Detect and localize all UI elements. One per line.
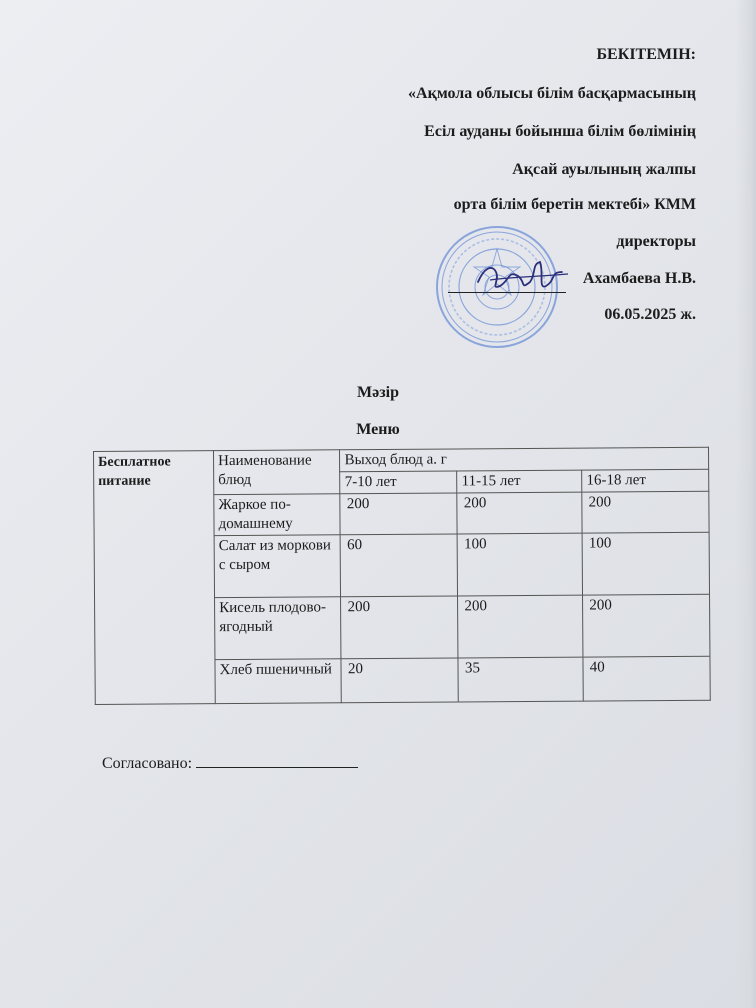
age-group-cell: 11-15 лет — [457, 470, 582, 493]
value-cell: 100 — [458, 533, 583, 596]
value-cell: 200 — [582, 491, 709, 533]
value-cell: 35 — [458, 657, 583, 702]
value-cell: 200 — [340, 493, 457, 535]
approval-line-5: директоры — [616, 233, 696, 250]
value-cell: 100 — [582, 532, 709, 595]
title-russian: Меню — [356, 421, 400, 438]
agreed-signature-blank — [196, 752, 358, 768]
dish-header-cell: Наименование блюд — [214, 450, 341, 495]
value-cell: 40 — [583, 656, 710, 701]
director-signature — [470, 250, 580, 310]
approval-line-1: «Ақмола облысы білім басқармасының — [408, 85, 696, 102]
approval-line-3: Ақсай ауылының жалпы — [512, 161, 696, 178]
value-cell: 200 — [583, 594, 710, 657]
approval-heading: БЕКІТЕМІН: — [596, 46, 696, 63]
yield-header-cell: Выход блюд а. г — [340, 447, 709, 472]
approval-line-4: орта білім беретін мектебі» КММ — [453, 196, 696, 213]
dish-name-cell: Хлеб пшеничный — [215, 659, 342, 704]
value-cell: 200 — [457, 492, 582, 534]
age-group-cell: 16-18 лет — [582, 469, 709, 492]
age-group-cell: 7-10 лет — [340, 471, 457, 494]
approval-line-2: Есіл ауданы бойынша білім бөлімінің — [424, 123, 696, 140]
page-edge-shadow — [736, 0, 756, 1008]
director-name: Ахамбаева Н.В. — [582, 270, 696, 287]
dish-name-cell: Жаркое по-домашнему — [214, 494, 341, 536]
group-label-cell: Бесплатное питание — [94, 451, 216, 705]
agreed-label: Согласовано: — [102, 755, 193, 772]
title-kazakh: Мәзір — [357, 384, 399, 401]
agreed-line — [102, 752, 358, 773]
approval-date: 06.05.2025 ж. — [604, 306, 696, 323]
dish-name-cell: Салат из моркови с сыром — [214, 535, 341, 598]
value-cell: 60 — [341, 534, 458, 597]
value-cell: 200 — [458, 595, 583, 658]
value-cell: 200 — [341, 596, 458, 659]
dish-name-cell: Кисель плодово-ягодный — [215, 597, 342, 660]
value-cell: 20 — [341, 658, 458, 703]
menu-table — [93, 447, 711, 705]
